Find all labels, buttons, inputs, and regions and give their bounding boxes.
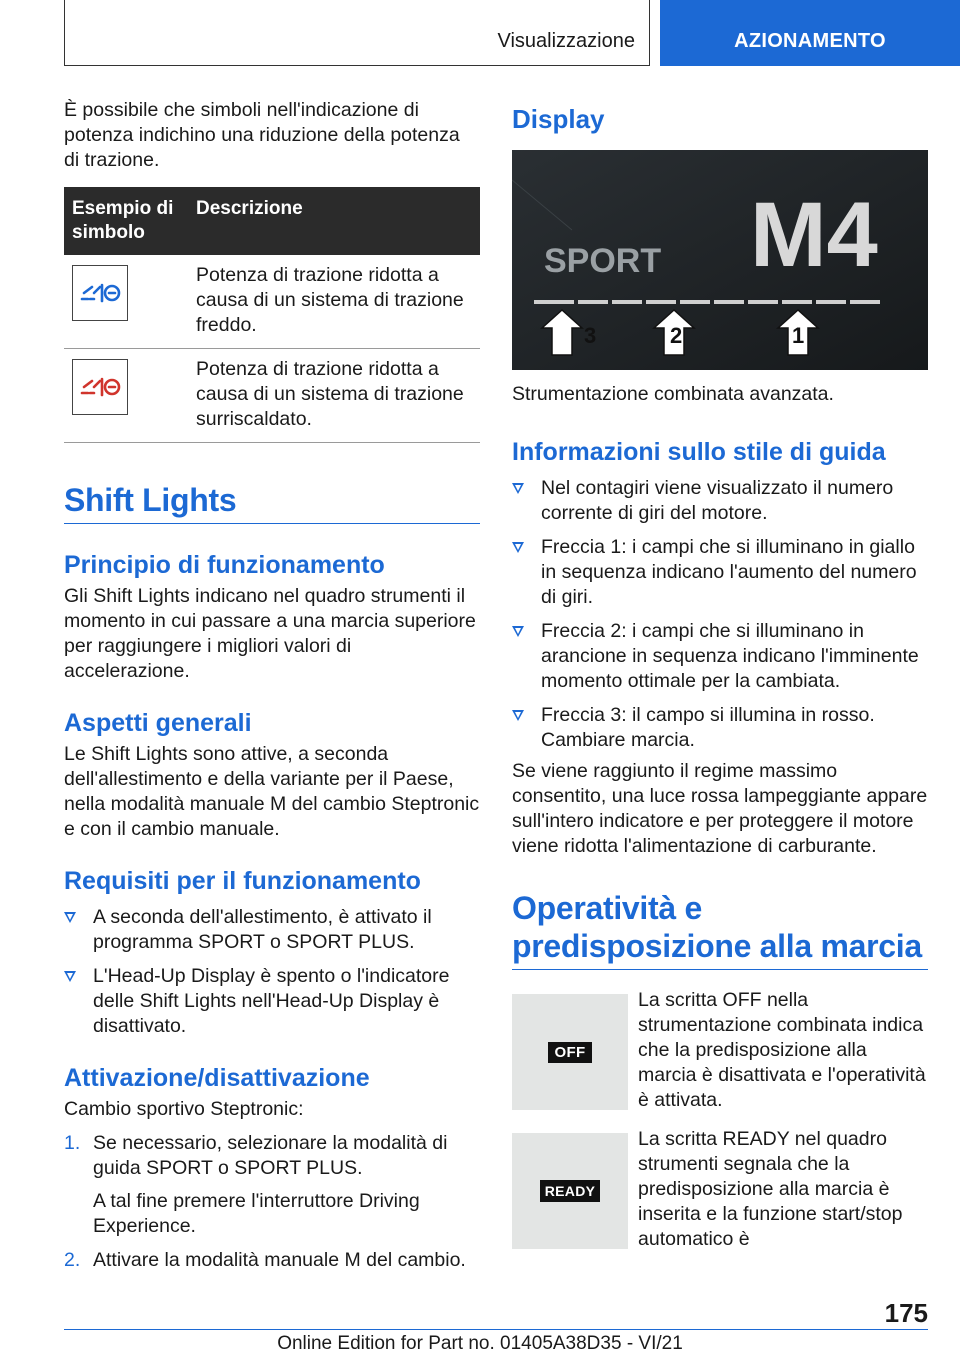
page-number: 175	[884, 1298, 928, 1328]
table-row	[64, 349, 480, 443]
svg-text:2: 2	[670, 323, 683, 348]
heading-principle: Principio di funzionamento	[64, 551, 385, 579]
chapter-tab[interactable]: AZIONAMENTO	[660, 0, 960, 66]
driving-style-text: Se viene raggiunto il regime massimo consentito, una luce rossa lampeggiante appare sull'intero indicatore e per proteggere il motore viene ridotta l'alimentazione di carburante.	[512, 760, 928, 857]
status-row-ready	[512, 1128, 928, 1252]
svg-text:3: 3	[584, 323, 597, 348]
table-cell-description: Potenza di trazione ridotta a causa di un sistema di trazione freddo.	[188, 255, 480, 349]
bullet-triangle-icon	[64, 971, 76, 982]
hot-drive-system-icon	[72, 359, 128, 415]
list-item: Freccia 1: i campi che si illuminano in giallo in sequenza indicano l'aumento del numero di giri.	[512, 535, 928, 610]
display-caption: Strumentazione combinata avanzata.	[512, 383, 834, 405]
svg-text:1: 1	[792, 323, 805, 348]
left-column	[64, 98, 480, 1273]
sport-mode-label: SPORT	[544, 242, 662, 280]
list-item: Freccia 3: il campo si illumina in rosso. Cambiare marcia.	[512, 703, 928, 753]
activation-text: Cambio sportivo Steptronic:	[64, 1098, 304, 1120]
right-column	[512, 98, 928, 1252]
list-item: 1. Se necessario, selezionare la modalità di guida SPORT o SPORT PLUS. A tal fine premere l'interruttore Driving Experience.	[64, 1132, 448, 1237]
list-item: A seconda dell'allestimento, è attivato il programma SPORT o SPORT PLUS.	[64, 905, 480, 955]
heading-general: Aspetti generali	[64, 709, 252, 737]
ready-description: La scritta READY nel quadro strumenti segnala che la predisposizione alla marcia è inserita e la funzione start/stop automatico è	[638, 1128, 903, 1250]
ready-indicator-image	[512, 1133, 628, 1249]
heading-display: Display	[512, 104, 605, 134]
heading-driving-style: Informazioni sullo stile di guida	[512, 438, 886, 466]
off-indicator-image	[512, 994, 628, 1110]
status-row-off	[512, 989, 928, 1113]
list-item: Freccia 2: i campi che si illuminano in arancione in sequenza indicano l'imminente momento ottimale per la cambiata.	[512, 619, 928, 694]
table-header-description: Descrizione	[188, 187, 480, 255]
gear-indicator: M4	[750, 184, 878, 286]
principle-text: Gli Shift Lights indicano nel quadro strumenti il momento in cui passare a una marcia superiore per raggiungere i migliori valori di accelerazione.	[64, 585, 476, 682]
intro-text: È possibile che simboli nell'indicazione di potenza indichino una riduzione della potenza di trazione.	[64, 99, 460, 171]
table-row	[64, 255, 480, 349]
activation-steps	[64, 1131, 480, 1273]
bullet-triangle-icon	[512, 710, 524, 721]
cold-drive-system-icon	[72, 265, 128, 321]
off-description: La scritta OFF nella strumentazione combinata indica che la predisposizione alla marcia è disattivata e l'operatività è attivata.	[638, 989, 926, 1111]
heading-activation: Attivazione/disattivazione	[64, 1064, 370, 1092]
footer-divider	[64, 1329, 928, 1330]
bullet-triangle-icon	[512, 542, 524, 553]
symbol-table	[64, 187, 480, 443]
header-frame	[64, 0, 650, 66]
heading-requirements: Requisiti per il funzionamento	[64, 867, 421, 895]
section-heading-wrap	[512, 889, 928, 970]
instrument-cluster-image	[512, 150, 928, 370]
list-item: L'Head-Up Display è spento o l'indicatore delle Shift Lights nell'Head-Up Display è disattivato.	[64, 964, 480, 1039]
bullet-triangle-icon	[512, 626, 524, 637]
bullet-triangle-icon	[512, 483, 524, 494]
driving-style-list	[512, 476, 928, 753]
section-heading-wrap	[64, 481, 480, 524]
list-item: 2. Attivare la modalità manuale M del cambio.	[64, 1249, 466, 1271]
footer-edition: Online Edition for Part no. 01405A38D35 - VI/21	[277, 1333, 683, 1354]
table-cell-description: Potenza di trazione ridotta a causa di un sistema di trazione surriscaldato.	[188, 349, 480, 443]
bullet-triangle-icon	[64, 912, 76, 923]
section-heading-shift-lights: Shift Lights	[64, 482, 237, 518]
ready-badge: READY	[540, 1180, 601, 1202]
table-header-symbol: Esempio di simbolo	[64, 187, 188, 255]
requirements-list	[64, 905, 480, 1039]
general-text: Le Shift Lights sono attive, a seconda dell'allestimento e della variante per il Paese, nella modalità manuale M del cambio Steptronic e con il cambio manuale.	[64, 743, 480, 840]
section-title: Visualizzazione	[497, 30, 635, 52]
off-badge: OFF	[548, 1042, 593, 1063]
list-item: Nel contagiri viene visualizzato il numero corrente di giri del motore.	[512, 476, 928, 526]
section-heading-readiness: Operatività e predisposizione alla marcia	[512, 890, 922, 964]
